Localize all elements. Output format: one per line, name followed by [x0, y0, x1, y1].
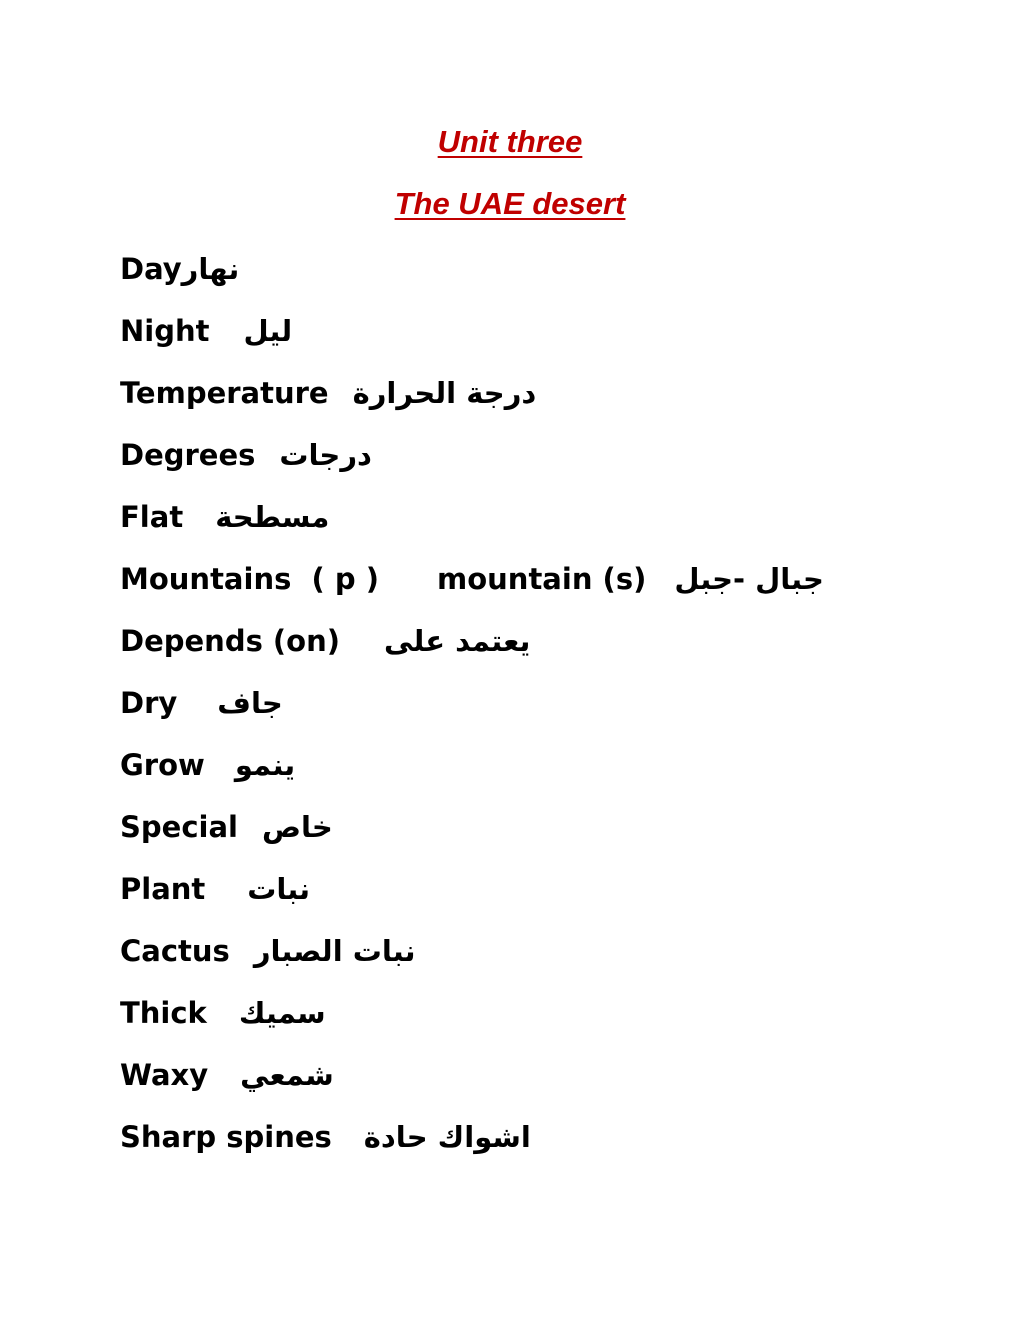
- english-word: Temperature: [120, 376, 329, 410]
- vocab-row-temperature: [120, 372, 980, 434]
- arabic-translation: ليل: [243, 314, 293, 348]
- vocab-row-grow: [120, 744, 980, 806]
- arabic-translation: اشواك حادة: [363, 1120, 531, 1154]
- vocab-row-mountains: [120, 558, 980, 620]
- english-word: Degrees: [120, 438, 256, 472]
- english-word: Sharp spines: [120, 1120, 332, 1154]
- english-word: Thick: [120, 996, 207, 1030]
- arabic-translation: مسطحة: [215, 500, 330, 534]
- arabic-translation: نهار: [181, 252, 240, 286]
- vocab-row-cactus: [120, 930, 980, 992]
- english-word: Special: [120, 810, 238, 844]
- topic-title: The UAE desert: [394, 186, 626, 221]
- arabic-translation: خاص: [261, 810, 333, 844]
- vocab-row-degrees: [120, 434, 980, 496]
- arabic-translation: شمعي: [240, 1058, 334, 1092]
- arabic-translation: درجة الحرارة: [352, 376, 537, 410]
- vocab-row-day: [120, 248, 980, 310]
- vocabulary-list: [120, 248, 980, 1178]
- english-word: Dry: [120, 686, 178, 720]
- arabic-translation: درجات: [279, 438, 372, 472]
- english-word: Grow: [120, 748, 205, 782]
- arabic-translation: جبال -جبل: [674, 562, 824, 596]
- english-word: Plant: [120, 872, 206, 906]
- vocab-row-sharp-spines: [120, 1116, 980, 1178]
- unit-title: Unit three: [437, 124, 583, 159]
- english-word: Depends (on): [120, 624, 341, 658]
- english-word: Mountains ( p ): [120, 562, 380, 596]
- arabic-translation: سميك: [238, 996, 326, 1030]
- vocab-row-plant: [120, 868, 980, 930]
- english-word: Night: [120, 314, 210, 348]
- english-word: Flat: [120, 500, 184, 534]
- english-word-singular: mountain (s): [437, 562, 647, 596]
- english-word: Cactus: [120, 934, 230, 968]
- english-word: Waxy: [120, 1058, 209, 1092]
- arabic-translation: جاف: [217, 686, 283, 720]
- vocab-row-night: [120, 310, 980, 372]
- vocab-row-dry: [120, 682, 980, 744]
- arabic-translation: نبات الصبار: [253, 934, 416, 968]
- vocab-row-thick: [120, 992, 980, 1054]
- arabic-translation: ينمو: [234, 748, 296, 782]
- vocab-row-special: [120, 806, 980, 868]
- vocab-row-flat: [120, 496, 980, 558]
- arabic-translation: يعتمد على: [384, 624, 531, 658]
- english-word: Day: [120, 252, 182, 286]
- vocab-row-depends: [120, 620, 980, 682]
- vocab-row-waxy: [120, 1054, 980, 1116]
- arabic-translation: نبات: [247, 872, 311, 906]
